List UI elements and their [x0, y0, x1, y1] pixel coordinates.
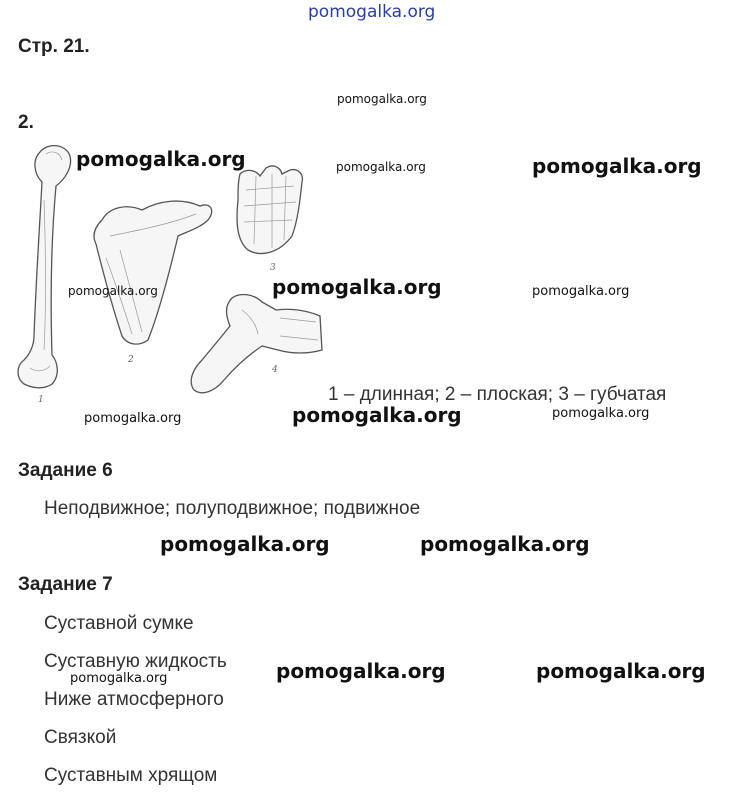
- task7-answer-1: Суставной сумке: [44, 613, 194, 634]
- watermark: pomogalka.org: [552, 406, 650, 421]
- task7-answer-3: Ниже атмосферного: [44, 689, 224, 710]
- watermark: pomogalka.org: [68, 284, 158, 298]
- watermark: pomogalka.org: [276, 659, 446, 683]
- watermark-top: pomogalka.org: [308, 2, 436, 22]
- watermark: pomogalka.org: [536, 659, 706, 683]
- task7-heading: Задание 7: [18, 574, 113, 595]
- task7-answer-4: Связкой: [44, 727, 117, 748]
- watermark: pomogalka.org: [292, 403, 462, 427]
- figure-label-3: 3: [270, 263, 276, 273]
- watermark: pomogalka.org: [272, 275, 442, 299]
- figure-label-4: 4: [272, 365, 278, 375]
- watermark: pomogalka.org: [84, 411, 182, 426]
- watermark: pomogalka.org: [160, 532, 330, 556]
- task6-heading: Задание 6: [18, 460, 113, 481]
- humerus-figure: [18, 146, 71, 388]
- figure-label-1: 1: [38, 395, 44, 405]
- watermark: pomogalka.org: [336, 160, 426, 174]
- vertebra-figure: [191, 295, 322, 393]
- watermark: pomogalka.org: [337, 92, 427, 106]
- figure-label-2: 2: [128, 355, 134, 365]
- watermark: pomogalka.org: [420, 532, 590, 556]
- foot-bones-figure: [237, 166, 302, 254]
- watermark: pomogalka.org: [532, 154, 702, 178]
- task7-answer-2: Суставную жидкость: [44, 651, 227, 672]
- page-label: Стр. 21.: [18, 36, 90, 57]
- task6-answer: Неподвижное; полуподвижное; подвижное: [44, 498, 421, 519]
- bone-types-answer: 1 – длинная; 2 – плоская; 3 – губчатая: [328, 384, 667, 405]
- watermark: pomogalka.org: [70, 671, 168, 686]
- watermark: pomogalka.org: [532, 284, 630, 299]
- task-number: 2.: [18, 112, 34, 133]
- scapula-figure: [94, 201, 212, 344]
- watermark: pomogalka.org: [76, 147, 246, 171]
- task7-answer-5: Суставным хрящом: [44, 765, 218, 786]
